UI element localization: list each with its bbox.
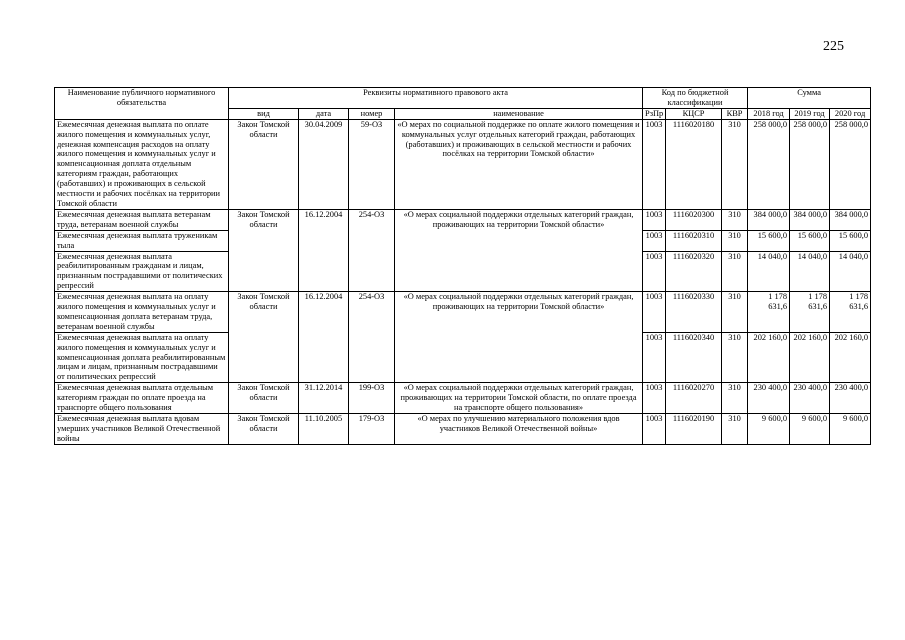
rzpr-cell: 1003 xyxy=(643,230,666,251)
header-obligation-name: Наименование публичного нормативного обязательства xyxy=(55,88,229,120)
sum-2018-cell: 230 400,0 xyxy=(748,383,790,414)
header-kvr: КВР xyxy=(722,108,748,119)
kcsr-cell: 1116020300 xyxy=(666,209,722,230)
sum-2019-cell: 202 160,0 xyxy=(790,332,830,383)
table-row xyxy=(55,292,871,333)
sum-2019-cell: 258 000,0 xyxy=(790,119,830,209)
kvr-cell: 310 xyxy=(722,209,748,230)
kvr-cell: 310 xyxy=(722,119,748,209)
act-date-cell: 16.12.2004 xyxy=(299,292,349,383)
obligations-table xyxy=(54,87,871,445)
kvr-cell: 310 xyxy=(722,332,748,383)
table-row xyxy=(55,383,871,414)
act-number-cell: 254-ОЗ xyxy=(349,209,395,291)
sum-2019-cell: 384 000,0 xyxy=(790,209,830,230)
header-budget-code: Код по бюджетной классификации xyxy=(643,88,748,109)
header-name: наименование xyxy=(395,108,643,119)
kvr-cell: 310 xyxy=(722,292,748,333)
sum-2020-cell: 15 600,0 xyxy=(830,230,871,251)
sum-2019-cell: 230 400,0 xyxy=(790,383,830,414)
sum-2020-cell: 384 000,0 xyxy=(830,209,871,230)
act-number-cell: 199-ОЗ xyxy=(349,383,395,414)
header-2019: 2019 год xyxy=(790,108,830,119)
kcsr-cell: 1116020320 xyxy=(666,251,722,292)
kvr-cell: 310 xyxy=(722,230,748,251)
obligation-name-cell: Ежемесячная денежная выплата вдовам умерших участников Великой Отечественной войны xyxy=(55,414,229,445)
sum-2018-cell: 1 178 631,6 xyxy=(748,292,790,333)
sum-2018-cell: 258 000,0 xyxy=(748,119,790,209)
table-row xyxy=(55,414,871,445)
sum-2019-cell: 14 040,0 xyxy=(790,251,830,292)
sum-2020-cell: 14 040,0 xyxy=(830,251,871,292)
act-date-cell: 30.04.2009 xyxy=(299,119,349,209)
rzpr-cell: 1003 xyxy=(643,119,666,209)
act-kind-cell: Закон Томской области xyxy=(229,414,299,445)
kcsr-cell: 1116020340 xyxy=(666,332,722,383)
sum-2019-cell: 1 178 631,6 xyxy=(790,292,830,333)
rzpr-cell: 1003 xyxy=(643,332,666,383)
header-rzpr: РзПр xyxy=(643,108,666,119)
act-name-cell: «О мерах по социальной поддержке по оплате жилого помещения и коммунальных услуг отдельных категорий граждан, работающих (работавших) и проживающих в сельской местности и рабочих посёлках на территории Томской области» xyxy=(395,119,643,209)
kcsr-cell: 1116020180 xyxy=(666,119,722,209)
table-row xyxy=(55,119,871,209)
sum-2020-cell: 202 160,0 xyxy=(830,332,871,383)
header-number: номер xyxy=(349,108,395,119)
sum-2019-cell: 15 600,0 xyxy=(790,230,830,251)
obligation-name-cell: Ежемесячная денежная выплата ветеранам труда, ветеранам военной службы xyxy=(55,209,229,230)
header-2020: 2020 год xyxy=(830,108,871,119)
header-sum: Сумма xyxy=(748,88,871,109)
kcsr-cell: 1116020190 xyxy=(666,414,722,445)
rzpr-cell: 1003 xyxy=(643,209,666,230)
header-kcsr: КЦСР xyxy=(666,108,722,119)
page-number: 225 xyxy=(823,39,844,54)
sum-2018-cell: 384 000,0 xyxy=(748,209,790,230)
sum-2020-cell: 9 600,0 xyxy=(830,414,871,445)
act-number-cell: 254-ОЗ xyxy=(349,292,395,383)
act-name-cell: «О мерах социальной поддержки отдельных категорий граждан, проживающих на территории Томской области» xyxy=(395,292,643,383)
kcsr-cell: 1116020270 xyxy=(666,383,722,414)
act-date-cell: 11.10.2005 xyxy=(299,414,349,445)
sum-2018-cell: 202 160,0 xyxy=(748,332,790,383)
act-kind-cell: Закон Томской области xyxy=(229,383,299,414)
act-number-cell: 59-ОЗ xyxy=(349,119,395,209)
act-number-cell: 179-ОЗ xyxy=(349,414,395,445)
kvr-cell: 310 xyxy=(722,414,748,445)
header-act-requisites: Реквизиты нормативного правового акта xyxy=(229,88,643,109)
rzpr-cell: 1003 xyxy=(643,383,666,414)
rzpr-cell: 1003 xyxy=(643,414,666,445)
obligation-name-cell: Ежемесячная денежная выплата труженикам тыла xyxy=(55,230,229,251)
header-row-1 xyxy=(55,88,871,109)
act-kind-cell: Закон Томской области xyxy=(229,292,299,383)
obligation-name-cell: Ежемесячная денежная выплата отдельным категориям граждан по оплате проезда на транспорте общего пользования xyxy=(55,383,229,414)
header-2018: 2018 год xyxy=(748,108,790,119)
act-kind-cell: Закон Томской области xyxy=(229,119,299,209)
obligation-name-cell: Ежемесячная денежная выплата на оплату жилого помещения и коммунальных услуг и компенсационная доплата ветеранам труда, ветеранам военной службы xyxy=(55,292,229,333)
sum-2020-cell: 1 178 631,6 xyxy=(830,292,871,333)
rzpr-cell: 1003 xyxy=(643,251,666,292)
sum-2020-cell: 258 000,0 xyxy=(830,119,871,209)
header-date: дата xyxy=(299,108,349,119)
obligation-name-cell: Ежемесячная денежная выплата реабилитированным гражданам и лицам, признанным пострадавшими от политических репрессий xyxy=(55,251,229,292)
sum-2020-cell: 230 400,0 xyxy=(830,383,871,414)
rzpr-cell: 1003 xyxy=(643,292,666,333)
kcsr-cell: 1116020310 xyxy=(666,230,722,251)
sum-2018-cell: 14 040,0 xyxy=(748,251,790,292)
table-row xyxy=(55,209,871,230)
header-kind: вид xyxy=(229,108,299,119)
obligation-name-cell: Ежемесячная денежная выплата по оплате жилого помещения и коммунальных услуг, денежная компенсация расходов на оплату жилого помещения и коммунальных услуг и компенсационная доплата отдельным категориям граждан, работающих (работавших) и проживающих в сельской местности и рабочих посёлках на территории Томской области xyxy=(55,119,229,209)
act-name-cell: «О мерах социальной поддержки отдельных категорий граждан, проживающих на территории Томской области» xyxy=(395,209,643,291)
kvr-cell: 310 xyxy=(722,251,748,292)
act-kind-cell: Закон Томской области xyxy=(229,209,299,291)
act-date-cell: 31.12.2014 xyxy=(299,383,349,414)
sum-2018-cell: 15 600,0 xyxy=(748,230,790,251)
sum-2019-cell: 9 600,0 xyxy=(790,414,830,445)
act-name-cell: «О мерах социальной поддержки отдельных категорий граждан, проживающих на территории Томской области, по оплате проезда на транспорте общего пользования» xyxy=(395,383,643,414)
act-name-cell: «О мерах по улучшению материального положения вдов участников Великой Отечественной войны» xyxy=(395,414,643,445)
sum-2018-cell: 9 600,0 xyxy=(748,414,790,445)
kcsr-cell: 1116020330 xyxy=(666,292,722,333)
obligation-name-cell: Ежемесячная денежная выплата на оплату жилого помещения и коммунальных услуг и компенсационная доплата реабилитированным лицам и лицам, признанным пострадавшими от политических репрессий xyxy=(55,332,229,383)
kvr-cell: 310 xyxy=(722,383,748,414)
act-date-cell: 16.12.2004 xyxy=(299,209,349,291)
